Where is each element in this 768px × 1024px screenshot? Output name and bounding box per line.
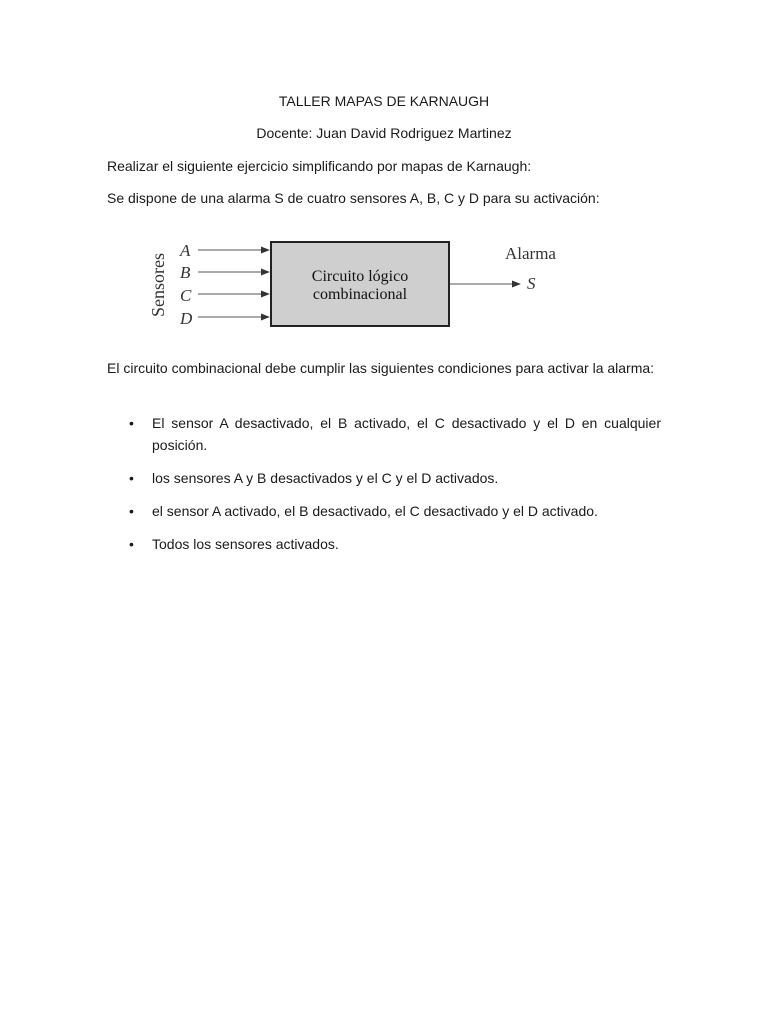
conditions-list: [107, 412, 661, 566]
teacher-line: Docente: Juan David Rodriguez Martinez: [256, 125, 512, 141]
output-variable: S: [527, 274, 536, 293]
condition-text: el sensor A activado, el B desactivado, el C desactivado y el D activado.: [152, 503, 598, 519]
input-label-a: A: [180, 241, 191, 260]
instruction-line: Realizar el siguiente ejercicio simplificando por mapas de Karnaugh:: [107, 158, 532, 174]
document-title: TALLER MAPAS DE KARNAUGH: [278, 93, 490, 109]
list-item: [107, 412, 661, 456]
condition-text: los sensores A y B desactivados y el C y el D activados.: [152, 470, 499, 486]
input-label-c: C: [180, 286, 192, 305]
intro-line: Se dispone de una alarma S de cuatro sensores A, B, C y D para su activación:: [107, 190, 600, 206]
conditions-intro: El circuito combinacional debe cumplir las siguientes condiciones para activar la alarma:: [107, 360, 655, 376]
bullet-icon: •: [129, 415, 134, 431]
list-item: [107, 467, 661, 489]
circuit-box-line2: combinacional: [312, 286, 408, 303]
circuit-box-line1: Circuito lógico: [311, 268, 409, 285]
circuit-diagram: [140, 232, 580, 337]
condition-text: Todos los sensores activados.: [152, 536, 339, 552]
output-label: Alarma: [505, 244, 556, 263]
bullet-icon: •: [129, 536, 134, 552]
input-label-b: B: [180, 263, 191, 282]
input-label-d: D: [180, 309, 193, 328]
list-item: [107, 533, 661, 555]
list-item: [107, 500, 661, 522]
bullet-icon: •: [129, 470, 134, 486]
condition-text: El sensor A desactivado, el B activado, el C desactivado y el D en cualquier posición.: [152, 415, 661, 453]
bullet-icon: •: [129, 503, 134, 519]
sensors-label: Sensores: [148, 253, 168, 317]
